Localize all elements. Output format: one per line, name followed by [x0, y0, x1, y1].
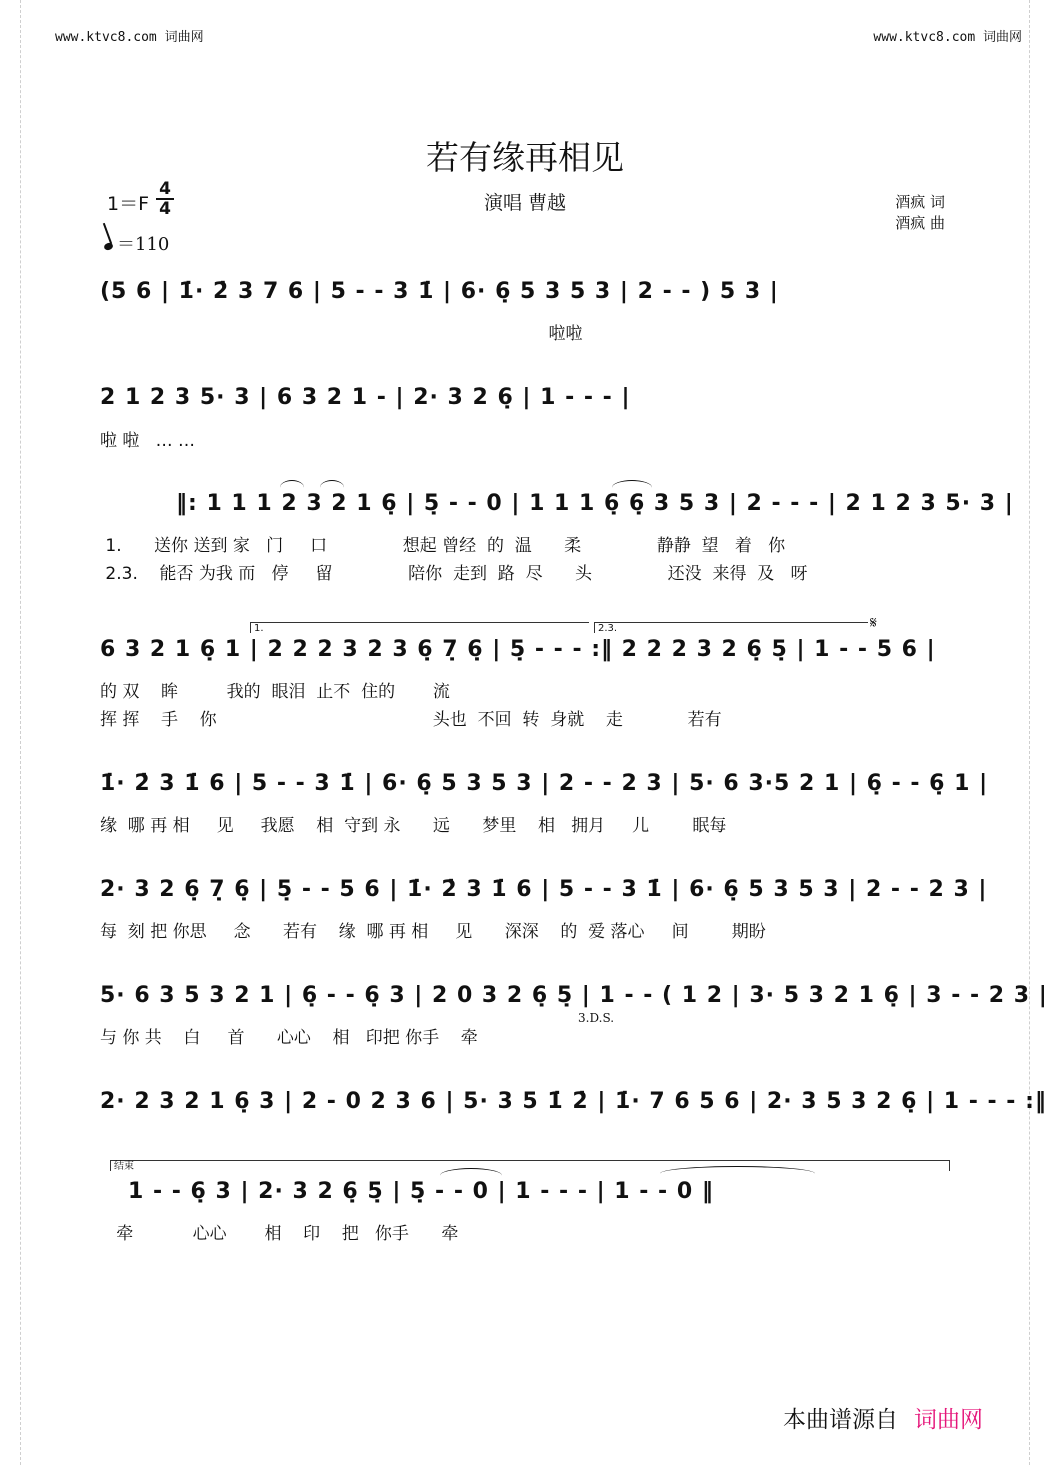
time-signature: [156, 180, 174, 218]
time-signature-bottom: 4: [156, 198, 174, 218]
lyric-line-2: 啦 啦 … …: [100, 431, 196, 451]
notation-line-6: 2· 3 2 6̣ 7̣ 6̣ | 5̣ - - 5 6 | 1̇· 2̇ 3 1̇ 6 | 5 - - 3 1̇ | 6· 6̣ 5 3 5 3 | 2 - - 2 3 |: [100, 877, 988, 902]
notation-line-7: 5· 6 3 5 3 2 1 | 6̣ - - 6̣ 3 | 2 0 3 2 6̣ 5̣ | 1 - - ( 1 2 | 3· 5 3 2 1 6̣ | 3 - - 2 3 |: [100, 983, 1048, 1008]
notation-line-4: 6 3 2 1 6̣ 1 | 2 2 2 3 2 3 6̣ 7̣ 6̣ | 5̣ - - - :‖ 2 2 2 3 2 6̣ 5̣ | 1 - - 5 6 |: [100, 637, 936, 662]
lyric-line-4b: 挥 挥 手 你 头也 不回 转 身就 走 若有: [100, 710, 722, 730]
notation-line-9: 1 - - 6̣ 3 | 2· 3 2 6̣ 5̣ | 5̣ - - 0 | 1 - - - | 1 - - 0 ‖: [128, 1179, 714, 1204]
key-signature: 1＝F: [107, 193, 150, 215]
site-url-right[interactable]: www.ktvc8.com 词曲网: [873, 30, 1022, 45]
lyric-line-7: 与 你 共 白 首 心心 相 印把 你手 牵: [100, 1028, 478, 1048]
song-title: 若有缘再相见: [426, 138, 624, 177]
tempo-value: ＝110: [117, 234, 170, 255]
lyric-line-6: 每 刻 把 你思 念 若有 缘 哪 再 相 见 深深 的 爱 落心 间 期盼: [100, 922, 766, 942]
quarter-note-icon: [103, 242, 114, 252]
notation-line-8: 2· 2 3 2 1 6̣ 3 | 2 - 0 2 3 6 | 5· 3 5 1̇ 2̇ | 1̇· 7 6 5 6 | 2· 3 5 3 2 6̣ | 1 - - - :‖: [100, 1089, 1047, 1114]
source-credit: [783, 1401, 983, 1434]
notation-line-1: (5 6 | 1̇· 2̇ 3 7 6 | 5 - - 3 1̇ | 6· 6̣ 5 3 5 3 | 2 - - ) 5 3 |: [100, 279, 779, 304]
singer-credit: 演唱 曹越: [483, 192, 567, 214]
volta-23-bracket: 2.3.: [594, 622, 868, 633]
lyric-line-4a: 的 双 眸 我的 眼泪 止不 住的 流: [100, 682, 450, 702]
lyric-line-3b: 2.3. 能否 为我 而 停 留 陪你 走到 路 尽 头 还没 来得 及 呀: [100, 564, 808, 584]
source-text: 本曲谱源自: [783, 1407, 898, 1433]
right-watermark-strip: [1029, 0, 1050, 1465]
time-signature-top: 4: [159, 179, 171, 199]
lyricist-credit: 酒疯 词: [895, 193, 945, 211]
volta-1-bracket: 1.: [250, 622, 589, 633]
source-brand-link[interactable]: 词曲网: [914, 1407, 983, 1433]
left-watermark-strip: [0, 0, 21, 1465]
ending-bracket: 结束: [110, 1160, 950, 1171]
lyric-line-5: 缘 哪 再 相 见 我愿 相 守到 永 远 梦里 相 拥月 儿 眠每: [100, 816, 727, 836]
tempo-marking: [104, 230, 169, 256]
site-url-left[interactable]: www.ktvc8.com 词曲网: [55, 30, 204, 45]
notation-line-2: 2 1 2 3 5· 3 | 6 3 2 1 - | 2· 3 2 6̣ | 1 - - - |: [100, 385, 631, 410]
segno-icon: 𝄋: [870, 613, 877, 632]
notation-line-5: 1̇· 2̇ 3 1̇ 6 | 5 - - 3 1̇ | 6· 6̣ 5 3 5 3 | 2 - - 2 3 | 5· 6 3·5 2 1 | 6̣ - - 6̣ 1 |: [100, 771, 989, 796]
lyric-line-3a: 1. 送你 送到 家 门 口 想起 曾经 的 温 柔 静静 望 着 你: [100, 536, 786, 556]
lyric-line-1: 啦啦: [100, 324, 583, 344]
ds-marking: 3.D.S.: [578, 1011, 615, 1025]
composer-credit: 酒疯 曲: [895, 214, 945, 232]
lyric-line-9: 牵 心心 相 印 把 你手 牵: [100, 1224, 459, 1244]
notation-line-3: ‖: 1 1 1 2 3 2 1 6̣ | 5̣ - - 0 | 1 1 1 6̣ 6̣ 3 5 3 | 2 - - - | 2 1 2 3 5· 3 |: [176, 491, 1014, 516]
